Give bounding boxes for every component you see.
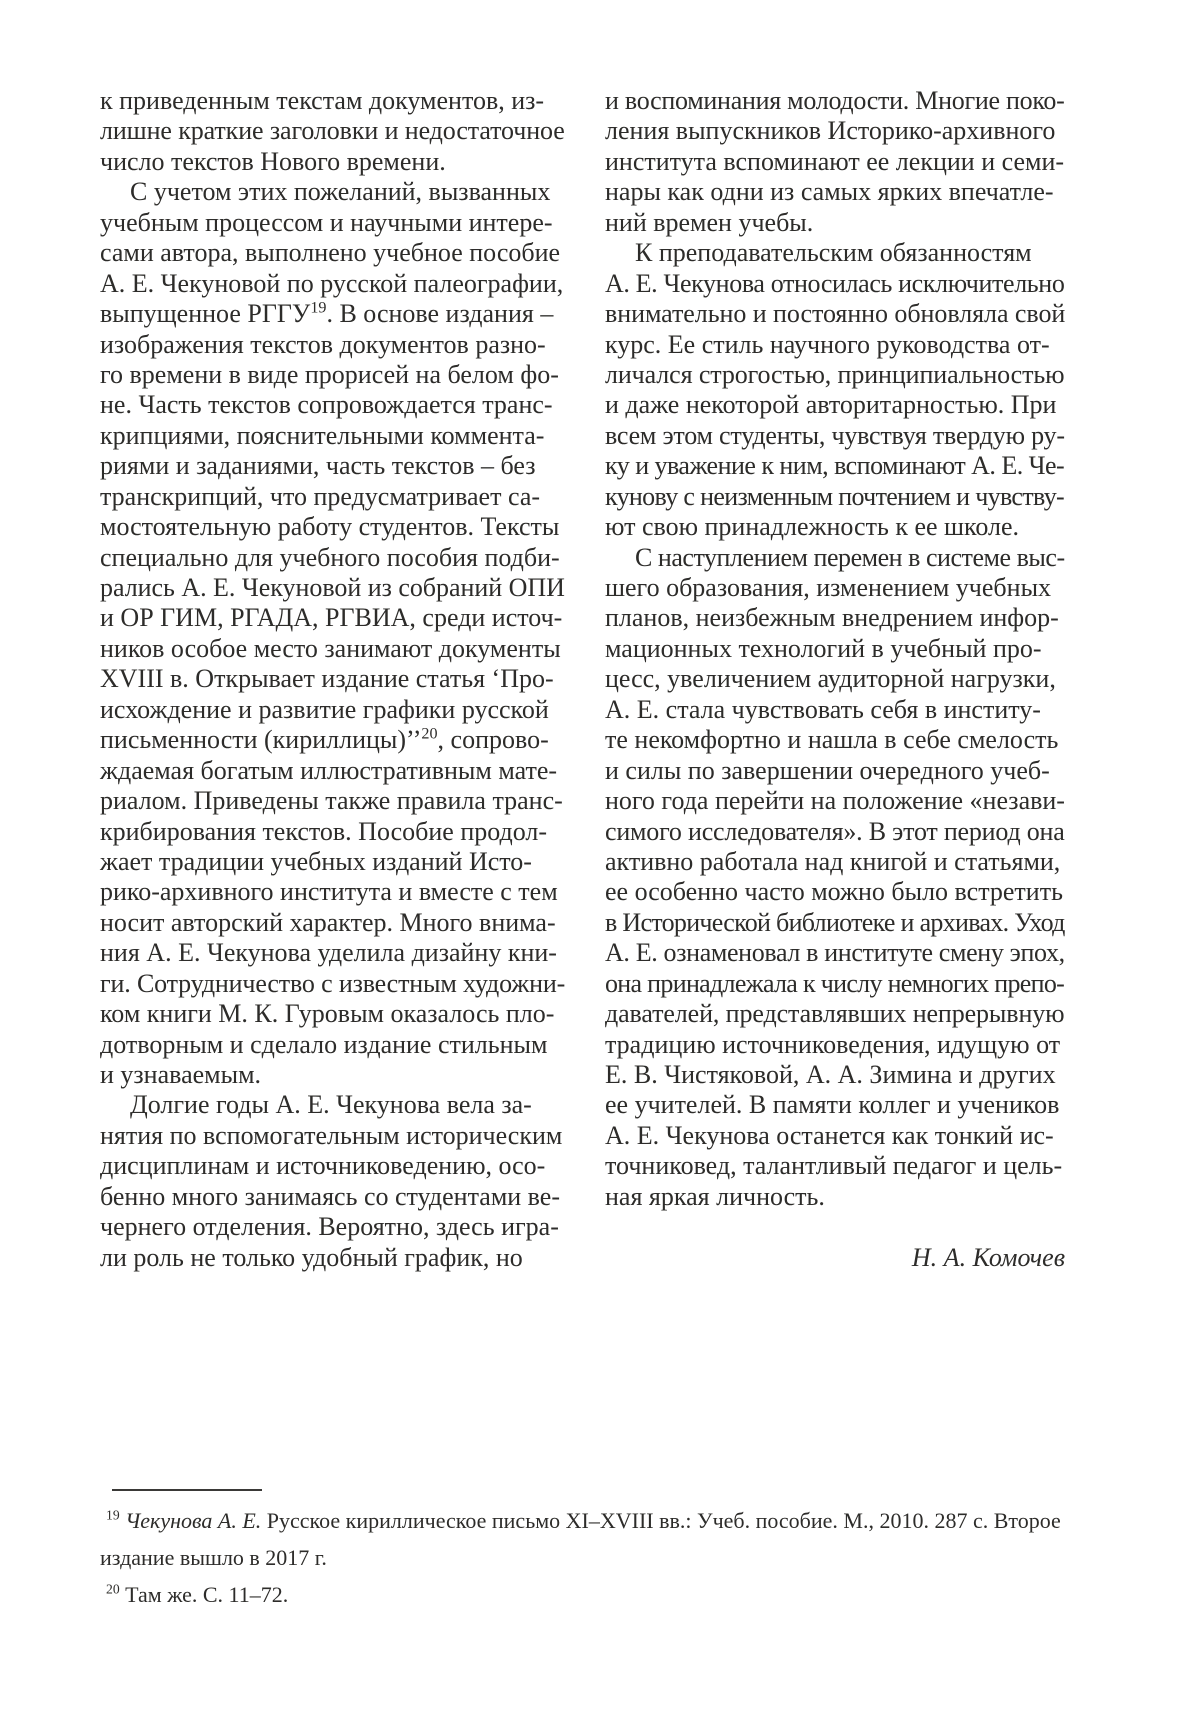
text-line: С наступлением перемен в системе выс-	[635, 542, 1065, 572]
text-line: те некомфортно и нашла в себе смелость	[605, 725, 1059, 755]
footnotes	[100, 1502, 1065, 1613]
text-line: всем этом студенты, чувствуя твердую ру-	[605, 420, 1065, 450]
text-line: нятия по вспомогательным историческим	[100, 1120, 563, 1150]
text-line: традицию источниковедения, идущую от	[605, 1029, 1061, 1059]
text-line: выпущенное РГГУ$^{19}$. В основе издания –	[100, 299, 554, 329]
text-line: рико-архивного института и вместе с тем	[100, 877, 558, 907]
text-line: крипциями, пояснительными коммента-	[100, 420, 545, 450]
text-line: А. Е. Чекунова останется как тонкий ис-	[605, 1120, 1054, 1150]
text-line: лишне краткие заголовки и недостаточное	[100, 116, 565, 146]
text-line: она принадлежала к числу немногих препо-	[605, 968, 1065, 998]
text-line: ли роль не только удобный график, но	[100, 1242, 523, 1272]
text-line: ку и уважение к ним, вспоминают А. Е. Че-	[605, 451, 1065, 481]
article-body	[100, 86, 1065, 1273]
text-line: мационных технологий в учебный про-	[605, 633, 1042, 663]
text-line: и узнаваемым.	[100, 1060, 262, 1089]
text-line: риями и заданиями, часть текстов – без	[100, 451, 536, 481]
text-line: $^{20}$ Там же. С. 11–72.	[106, 1581, 289, 1607]
left-column	[100, 86, 565, 1273]
text-line: нары как одни из самых ярких впечатле-	[605, 177, 1054, 207]
text-line: ний времен учебы.	[605, 207, 814, 237]
text-line: жает традиции учебных изданий Исто-	[100, 846, 532, 876]
text-line: XVIII в. Открывает издание статья ‘Про-	[100, 664, 554, 694]
text-line: дотворным и сделало издание стильным	[100, 1029, 548, 1059]
text-line: К преподавательским обязанностям	[635, 238, 1032, 268]
text-line: ния А. Е. Чекунова уделила дизайну кни-	[100, 938, 557, 968]
text-line: риалом. Приведены также правила транс-	[100, 786, 563, 816]
author-signature: Н. А. Комочев	[911, 1242, 1065, 1272]
text-line: внимательно и постоянно обновляла свой	[605, 299, 1066, 329]
text-line: Долгие годы А. Е. Чекунова вела за-	[130, 1090, 532, 1120]
text-line: активно работала над книгой и статьями,	[605, 846, 1061, 876]
text-line: письменности (кириллицы)’’$^{20}$, сопрово-	[100, 725, 549, 755]
text-line: рались А. Е. Чекуновой из собраний ОПИ	[100, 573, 565, 602]
text-line: ее особенно часто можно было встретить	[605, 877, 1063, 907]
footnote-separator	[112, 1489, 262, 1491]
text-line: в Исторической библиотеке и архивах. Уход	[605, 907, 1065, 937]
text-line: учебным процессом и научными интере-	[100, 207, 553, 237]
right-column	[605, 86, 1065, 1273]
text-line: С учетом этих пожеланий, вызванных	[130, 177, 551, 207]
text-line: личался строгостью, принципиальностью	[605, 359, 1065, 389]
text-line: носит авторский характер. Много внима-	[100, 907, 556, 937]
text-line: планов, неизбежным внедрением инфор-	[605, 603, 1059, 633]
text-line: и даже некоторой авторитарностью. При	[605, 390, 1057, 420]
text-line: специально для учебного пособия подби-	[100, 542, 560, 572]
text-line: А. Е. Чекунова относилась исключительно	[605, 268, 1065, 298]
text-line: кунову с неизменным почтением и чувству-	[605, 481, 1065, 511]
text-line: число текстов Нового времени.	[100, 146, 446, 176]
text-line: ее учителей. В памяти коллег и учеников	[605, 1090, 1060, 1120]
text-line: ги. Сотрудничество с известным художни-	[100, 968, 566, 998]
text-line: ждаемая богатым иллюстративным мате-	[100, 755, 558, 785]
text-line: чернего отделения. Вероятно, здесь игра-	[100, 1212, 559, 1242]
text-line: А. Е. стала чувствовать себя в институ-	[605, 694, 1041, 724]
text-line: ком книги М. К. Гуровым оказалось пло-	[100, 999, 555, 1029]
text-line: ная яркая личность.	[605, 1181, 825, 1211]
text-line: ления выпускников Историко-архивного	[605, 116, 1056, 146]
text-line: А. Е. Чекуновой по русской палеографии,	[100, 268, 564, 298]
text-line: крибирования текстов. Пособие продол-	[100, 816, 548, 846]
text-line: мостоятельную работу студентов. Тексты	[100, 512, 560, 542]
text-line: исхождение и развитие графики русской	[100, 694, 549, 724]
text-line: А. Е. ознаменовал в институте смену эпох,	[605, 938, 1065, 968]
text-line: сами автора, выполнено учебное пособие	[100, 238, 561, 268]
text-line: дисциплинам и источниковедению, осо-	[100, 1151, 546, 1181]
text-line: и ОР ГИМ, РГАДА, РГВИА, среди источ-	[100, 603, 563, 633]
text-line: симого исследователя». В этот период она	[605, 816, 1065, 846]
text-line: ют свою принадлежность к ее школе.	[605, 512, 1020, 542]
text-line: института вспоминают ее лекции и семи-	[605, 146, 1065, 176]
text-line: точниковед, талантливый педагог и цель-	[605, 1151, 1063, 1181]
text-line: Е. В. Чистяковой, А. А. Зимина и других	[605, 1060, 1056, 1089]
text-line: ников особое место занимают документы	[100, 633, 561, 663]
text-line: изображения текстов документов разно-	[100, 329, 546, 359]
text-line: го времени в виде прорисей на белом фо-	[100, 359, 559, 389]
text-line: давателей, представлявших непрерывную	[605, 999, 1065, 1029]
text-line: издание вышло в 2017 г.	[100, 1545, 327, 1570]
text-line: к приведенным текстам документов, из-	[100, 86, 545, 115]
text-line: транскрипций, что предусматривает са-	[100, 481, 541, 511]
text-line: цесс, увеличением аудиторной нагрузки,	[605, 664, 1056, 694]
text-line: $^{19}$ Чекунова А. Е. Русское кириллическое письмо XI–XVIII вв.: Учеб. пособие. М., 2010. 287 с. Второе	[106, 1507, 1061, 1533]
text-line: бенно много занимаясь со студентами ве-	[100, 1181, 561, 1211]
text-line: курс. Ее стиль научного руководства от-	[605, 329, 1050, 359]
text-line: и силы по завершении очередного учеб-	[605, 755, 1050, 785]
text-line: шего образования, изменением учебных	[605, 573, 1052, 602]
text-line: ного года перейти на положение «незави-	[605, 786, 1065, 816]
text-line: и воспоминания молодости. Многие поко-	[605, 86, 1065, 115]
text-line: не. Часть текстов сопровождается транс-	[100, 390, 553, 420]
